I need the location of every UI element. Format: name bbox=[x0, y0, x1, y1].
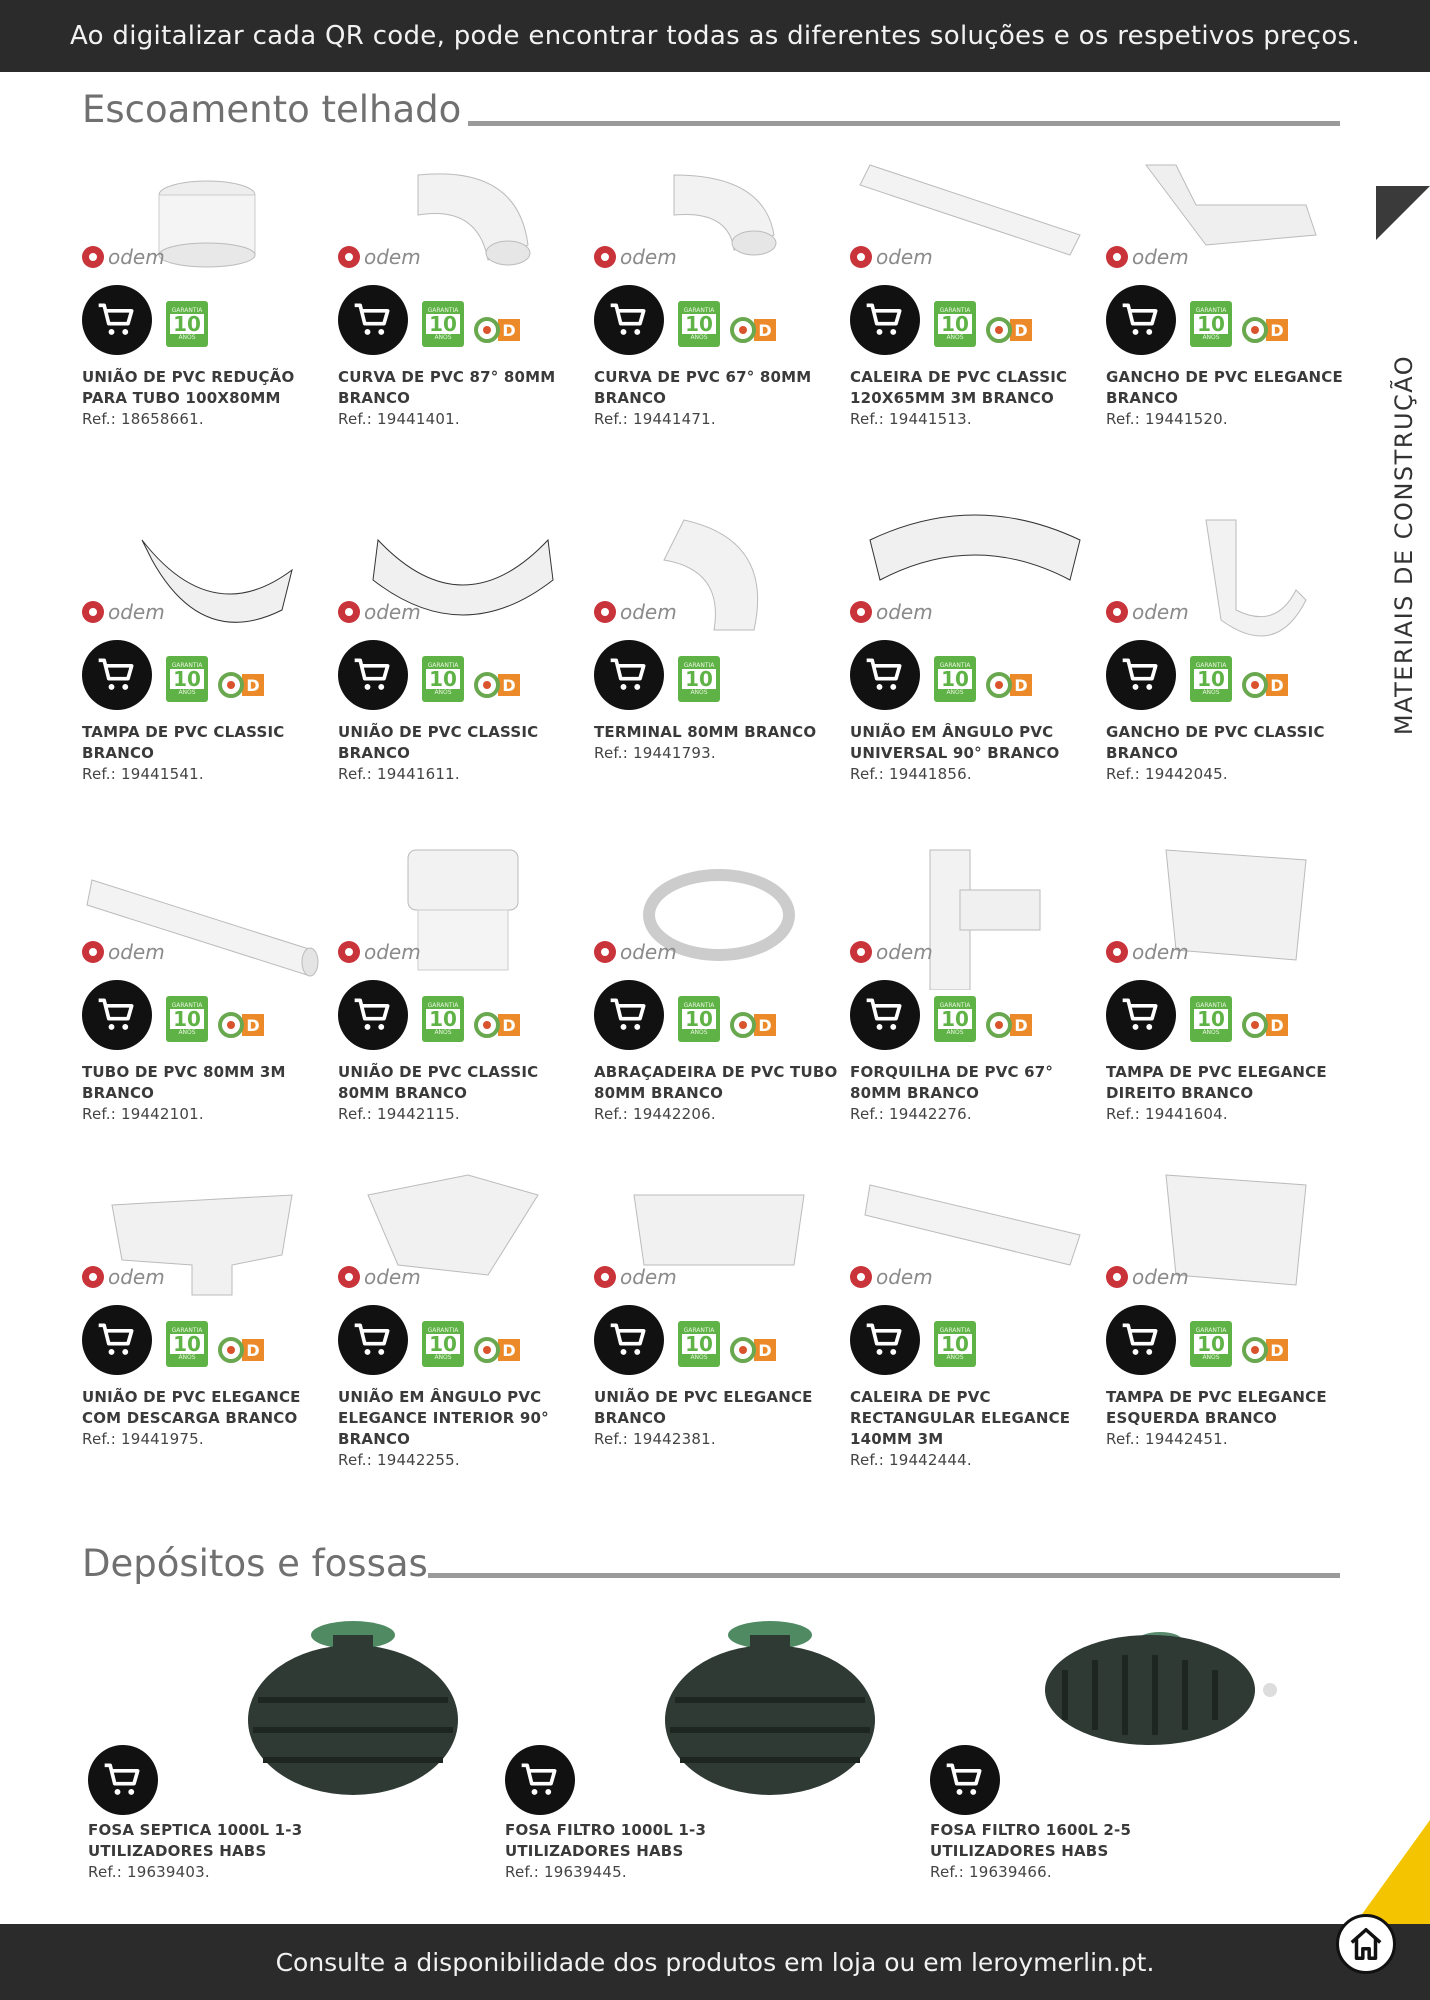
add-to-cart-button[interactable] bbox=[850, 980, 920, 1050]
product-ref: Ref.: 18658661. bbox=[82, 410, 204, 428]
add-to-cart-button[interactable] bbox=[82, 640, 152, 710]
product-name: GANCHO DE PVC CLASSIC BRANCO bbox=[1106, 723, 1325, 762]
energy-label: D bbox=[986, 1012, 1032, 1038]
cart-icon bbox=[351, 993, 395, 1037]
product-name: CURVA DE PVC 87° 80MM BRANCO bbox=[338, 368, 556, 407]
product-ref: Ref.: 19441975. bbox=[82, 1430, 204, 1448]
brand-logo: odem bbox=[338, 600, 421, 624]
product-ref: Ref.: 19441604. bbox=[1106, 1105, 1228, 1123]
product-name: GANCHO DE PVC ELEGANCE BRANCO bbox=[1106, 368, 1343, 407]
cart-icon bbox=[863, 653, 907, 697]
add-to-cart-button[interactable] bbox=[338, 980, 408, 1050]
warranty-badge: GARANTIA 10 ANOS bbox=[1190, 301, 1232, 347]
energy-label: D bbox=[1242, 672, 1288, 698]
add-to-cart-button[interactable] bbox=[1106, 980, 1176, 1050]
product-image bbox=[1106, 500, 1356, 650]
energy-label: D bbox=[986, 317, 1032, 343]
product-ref: Ref.: 19441401. bbox=[338, 410, 460, 428]
product-image bbox=[338, 840, 588, 990]
product-image bbox=[850, 840, 1100, 990]
product-card[interactable] bbox=[850, 145, 1100, 485]
product-name: FOSA FILTRO 1600L 2-5 UTILIZADORES HABS bbox=[930, 1821, 1132, 1860]
product-name: TAMPA DE PVC ELEGANCE DIREITO BRANCO bbox=[1106, 1063, 1327, 1102]
add-to-cart-button[interactable] bbox=[594, 980, 664, 1050]
product-name: UNIÃO DE PVC CLASSIC BRANCO bbox=[338, 723, 539, 762]
product-ref: Ref.: 19442451. bbox=[1106, 1430, 1228, 1448]
cart-icon bbox=[95, 993, 139, 1037]
product-name: FOSA FILTRO 1000L 1-3 UTILIZADORES HABS bbox=[505, 1821, 707, 1860]
product-ref: Ref.: 19442045. bbox=[1106, 765, 1228, 783]
product-ref: Ref.: 19639466. bbox=[930, 1863, 1052, 1881]
warranty-badge: GARANTIA 10 ANOS bbox=[1190, 1321, 1232, 1367]
section-title-escoamento: Escoamento telhado bbox=[82, 88, 462, 131]
warranty-badge: GARANTIA 10 ANOS bbox=[934, 996, 976, 1042]
warranty-badge: GARANTIA 10 ANOS bbox=[166, 1321, 208, 1367]
energy-label: D bbox=[1242, 1012, 1288, 1038]
side-tab-marker bbox=[1376, 186, 1430, 240]
product-ref: Ref.: 19442101. bbox=[82, 1105, 204, 1123]
product-name: UNIÃO DE PVC ELEGANCE BRANCO bbox=[594, 1388, 813, 1427]
energy-label: D bbox=[218, 1012, 264, 1038]
product-ref: Ref.: 19441611. bbox=[338, 765, 460, 783]
brand-logo: odem bbox=[1106, 600, 1189, 624]
brand-logo: odem bbox=[338, 245, 421, 269]
product-ref: Ref.: 19442115. bbox=[338, 1105, 460, 1123]
product-name: UNIÃO EM ÂNGULO PVC UNIVERSAL 90° BRANCO bbox=[850, 723, 1060, 762]
section-divider bbox=[428, 1573, 1340, 1578]
add-to-cart-button[interactable] bbox=[1106, 640, 1176, 710]
product-card[interactable] bbox=[594, 500, 844, 840]
cart-icon bbox=[943, 1758, 987, 1802]
add-to-cart-button[interactable] bbox=[594, 285, 664, 355]
warranty-badge: GARANTIA 10 ANOS bbox=[422, 301, 464, 347]
product-card[interactable] bbox=[850, 1165, 1100, 1505]
product-card[interactable] bbox=[850, 840, 1100, 1180]
add-to-cart-button[interactable] bbox=[82, 1305, 152, 1375]
cart-icon bbox=[607, 298, 651, 342]
product-ref: Ref.: 19441541. bbox=[82, 765, 204, 783]
section-divider bbox=[468, 121, 1340, 126]
add-to-cart-button[interactable] bbox=[82, 285, 152, 355]
product-image bbox=[338, 500, 588, 650]
product-image bbox=[82, 840, 332, 990]
product-card[interactable] bbox=[338, 1165, 588, 1505]
product-name: TERMINAL 80MM BRANCO bbox=[594, 723, 817, 741]
product-card[interactable] bbox=[1106, 500, 1356, 840]
warranty-badge: GARANTIA 10 ANOS bbox=[1190, 996, 1232, 1042]
home-button[interactable] bbox=[1336, 1914, 1396, 1974]
cart-icon bbox=[95, 1318, 139, 1362]
product-ref: Ref.: 19442206. bbox=[594, 1105, 716, 1123]
product-image bbox=[850, 500, 1100, 650]
product-card[interactable] bbox=[850, 500, 1100, 840]
product-image bbox=[594, 840, 844, 990]
cart-icon bbox=[351, 653, 395, 697]
warranty-badge: GARANTIA 10 ANOS bbox=[934, 301, 976, 347]
brand-logo: odem bbox=[850, 1265, 933, 1289]
brand-logo: odem bbox=[338, 1265, 421, 1289]
section-title-depositos: Depósitos e fossas bbox=[82, 1542, 428, 1585]
product-name: TUBO DE PVC 80MM 3M BRANCO bbox=[82, 1063, 286, 1102]
brand-logo: odem bbox=[82, 245, 165, 269]
cart-icon bbox=[1119, 993, 1163, 1037]
warranty-badge: GARANTIA 10 ANOS bbox=[422, 1321, 464, 1367]
brand-logo: odem bbox=[82, 600, 165, 624]
energy-label: D bbox=[474, 1012, 520, 1038]
footer-text: Consulte a disponibilidade dos produtos em loja ou em leroymerlin.pt. bbox=[275, 1947, 1155, 1977]
brand-logo: odem bbox=[850, 600, 933, 624]
brand-logo: odem bbox=[850, 245, 933, 269]
header-text: Ao digitalizar cada QR code, pode encontrar todas as diferentes soluções e os respetivos preços. bbox=[70, 21, 1360, 51]
warranty-badge: GARANTIA 10 ANOS bbox=[678, 996, 720, 1042]
product-card[interactable] bbox=[338, 500, 588, 840]
warranty-badge: GARANTIA 10 ANOS bbox=[678, 656, 720, 702]
product-ref: Ref.: 19442381. bbox=[594, 1430, 716, 1448]
warranty-badge: GARANTIA 10 ANOS bbox=[422, 656, 464, 702]
product-card[interactable] bbox=[594, 145, 844, 485]
add-to-cart-button[interactable] bbox=[338, 285, 408, 355]
product-image bbox=[82, 145, 332, 295]
brand-logo: odem bbox=[594, 940, 677, 964]
product-ref: Ref.: 19442276. bbox=[850, 1105, 972, 1123]
add-to-cart-button[interactable] bbox=[82, 980, 152, 1050]
product-card[interactable] bbox=[82, 145, 332, 485]
warranty-badge: GARANTIA 10 ANOS bbox=[422, 996, 464, 1042]
brand-logo: odem bbox=[338, 940, 421, 964]
brand-logo: odem bbox=[82, 1265, 165, 1289]
brand-logo: odem bbox=[850, 940, 933, 964]
add-to-cart-button[interactable] bbox=[850, 1305, 920, 1375]
energy-label: D bbox=[986, 672, 1032, 698]
cart-icon bbox=[863, 1318, 907, 1362]
energy-label: D bbox=[218, 672, 264, 698]
brand-logo: odem bbox=[1106, 245, 1189, 269]
product-image bbox=[850, 1165, 1100, 1315]
cart-icon bbox=[351, 298, 395, 342]
energy-label: D bbox=[1242, 1337, 1288, 1363]
product-image bbox=[1106, 145, 1356, 295]
product-image bbox=[594, 500, 844, 650]
header-bar bbox=[0, 0, 1430, 72]
add-to-cart-button[interactable] bbox=[594, 1305, 664, 1375]
warranty-badge: GARANTIA 10 ANOS bbox=[678, 301, 720, 347]
product-image bbox=[594, 145, 844, 295]
tank-image bbox=[545, 1610, 885, 1810]
product-name: FORQUILHA DE PVC 67° 80MM BRANCO bbox=[850, 1063, 1054, 1102]
product-ref: Ref.: 19442255. bbox=[338, 1451, 460, 1469]
tank-image bbox=[128, 1610, 468, 1810]
footer-bar bbox=[0, 1924, 1430, 2000]
product-ref: Ref.: 19441793. bbox=[594, 744, 716, 762]
energy-label: D bbox=[474, 672, 520, 698]
cart-icon bbox=[1119, 1318, 1163, 1362]
cart-icon bbox=[351, 1318, 395, 1362]
product-image bbox=[1106, 1165, 1356, 1315]
product-ref: Ref.: 19639403. bbox=[88, 1863, 210, 1881]
product-card[interactable] bbox=[82, 500, 332, 840]
cart-icon bbox=[863, 993, 907, 1037]
cart-icon bbox=[1119, 298, 1163, 342]
tank-card[interactable] bbox=[88, 1610, 468, 1890]
cart-icon bbox=[518, 1758, 562, 1802]
cart-icon bbox=[607, 653, 651, 697]
product-name: UNIÃO DE PVC CLASSIC 80MM BRANCO bbox=[338, 1063, 539, 1102]
warranty-badge: GARANTIA 10 ANOS bbox=[166, 301, 208, 347]
home-icon bbox=[1347, 1925, 1385, 1963]
add-to-cart-button[interactable] bbox=[88, 1745, 158, 1815]
product-name: CALEIRA DE PVC CLASSIC 120X65MM 3M BRANCO bbox=[850, 368, 1068, 407]
product-ref: Ref.: 19441513. bbox=[850, 410, 972, 428]
product-ref: Ref.: 19639445. bbox=[505, 1863, 627, 1881]
energy-label: D bbox=[730, 317, 776, 343]
product-ref: Ref.: 19441856. bbox=[850, 765, 972, 783]
brand-logo: odem bbox=[594, 1265, 677, 1289]
product-card[interactable] bbox=[1106, 1165, 1356, 1505]
product-name: ABRAÇADEIRA DE PVC TUBO 80MM BRANCO bbox=[594, 1063, 838, 1102]
product-card[interactable] bbox=[82, 840, 332, 1180]
product-image bbox=[338, 145, 588, 295]
product-card[interactable] bbox=[594, 840, 844, 1180]
product-name: CALEIRA DE PVC RECTANGULAR ELEGANCE 140MM 3M bbox=[850, 1388, 1071, 1448]
product-name: UNIÃO DE PVC REDUÇÃO PARA TUBO 100X80MM bbox=[82, 368, 295, 407]
add-to-cart-button[interactable] bbox=[850, 640, 920, 710]
product-card[interactable] bbox=[1106, 840, 1356, 1180]
warranty-badge: GARANTIA 10 ANOS bbox=[1190, 656, 1232, 702]
product-name: TAMPA DE PVC ELEGANCE ESQUERDA BRANCO bbox=[1106, 1388, 1327, 1427]
cart-icon bbox=[1119, 653, 1163, 697]
brand-logo: odem bbox=[1106, 940, 1189, 964]
add-to-cart-button[interactable] bbox=[594, 640, 664, 710]
product-card[interactable] bbox=[594, 1165, 844, 1505]
product-image bbox=[82, 500, 332, 650]
product-image bbox=[850, 145, 1100, 295]
tank-card[interactable] bbox=[505, 1610, 885, 1890]
product-name: TAMPA DE PVC CLASSIC BRANCO bbox=[82, 723, 285, 762]
warranty-badge: GARANTIA 10 ANOS bbox=[934, 656, 976, 702]
energy-label: D bbox=[474, 317, 520, 343]
energy-label: D bbox=[218, 1337, 264, 1363]
cart-icon bbox=[607, 993, 651, 1037]
product-ref: Ref.: 19442444. bbox=[850, 1451, 972, 1469]
product-card[interactable] bbox=[1106, 145, 1356, 485]
energy-label: D bbox=[1242, 317, 1288, 343]
cart-icon bbox=[607, 1318, 651, 1362]
energy-label: D bbox=[730, 1012, 776, 1038]
tank-card[interactable] bbox=[930, 1610, 1310, 1890]
product-image bbox=[594, 1165, 844, 1315]
product-image bbox=[1106, 840, 1356, 990]
product-name: UNIÃO EM ÂNGULO PVC ELEGANCE INTERIOR 90° BRANCO bbox=[338, 1388, 549, 1448]
add-to-cart-button[interactable] bbox=[338, 640, 408, 710]
side-category-label: MATERIAIS DE CONSTRUÇÃO bbox=[1390, 354, 1418, 736]
tank-image bbox=[970, 1610, 1310, 1810]
brand-logo: odem bbox=[82, 940, 165, 964]
add-to-cart-button[interactable] bbox=[850, 285, 920, 355]
warranty-badge: GARANTIA 10 ANOS bbox=[934, 1321, 976, 1367]
add-to-cart-button[interactable] bbox=[930, 1745, 1000, 1815]
cart-icon bbox=[863, 298, 907, 342]
product-name: FOSA SEPTICA 1000L 1-3 UTILIZADORES HABS bbox=[88, 1821, 303, 1860]
add-to-cart-button[interactable] bbox=[1106, 1305, 1176, 1375]
brand-logo: odem bbox=[594, 245, 677, 269]
cart-icon bbox=[95, 298, 139, 342]
product-image bbox=[338, 1165, 588, 1315]
add-to-cart-button[interactable] bbox=[1106, 285, 1176, 355]
product-card[interactable] bbox=[82, 1165, 332, 1505]
warranty-badge: GARANTIA 10 ANOS bbox=[166, 996, 208, 1042]
product-ref: Ref.: 19441471. bbox=[594, 410, 716, 428]
product-card[interactable] bbox=[338, 145, 588, 485]
energy-label: D bbox=[474, 1337, 520, 1363]
brand-logo: odem bbox=[1106, 1265, 1189, 1289]
warranty-badge: GARANTIA 10 ANOS bbox=[166, 656, 208, 702]
cart-icon bbox=[95, 653, 139, 697]
cart-icon bbox=[101, 1758, 145, 1802]
warranty-badge: GARANTIA 10 ANOS bbox=[678, 1321, 720, 1367]
product-name: CURVA DE PVC 67° 80MM BRANCO bbox=[594, 368, 812, 407]
brand-logo: odem bbox=[594, 600, 677, 624]
add-to-cart-button[interactable] bbox=[338, 1305, 408, 1375]
energy-label: D bbox=[730, 1337, 776, 1363]
product-ref: Ref.: 19441520. bbox=[1106, 410, 1228, 428]
product-image bbox=[82, 1165, 332, 1315]
product-card[interactable] bbox=[338, 840, 588, 1180]
add-to-cart-button[interactable] bbox=[505, 1745, 575, 1815]
product-name: UNIÃO DE PVC ELEGANCE COM DESCARGA BRANCO bbox=[82, 1388, 301, 1427]
